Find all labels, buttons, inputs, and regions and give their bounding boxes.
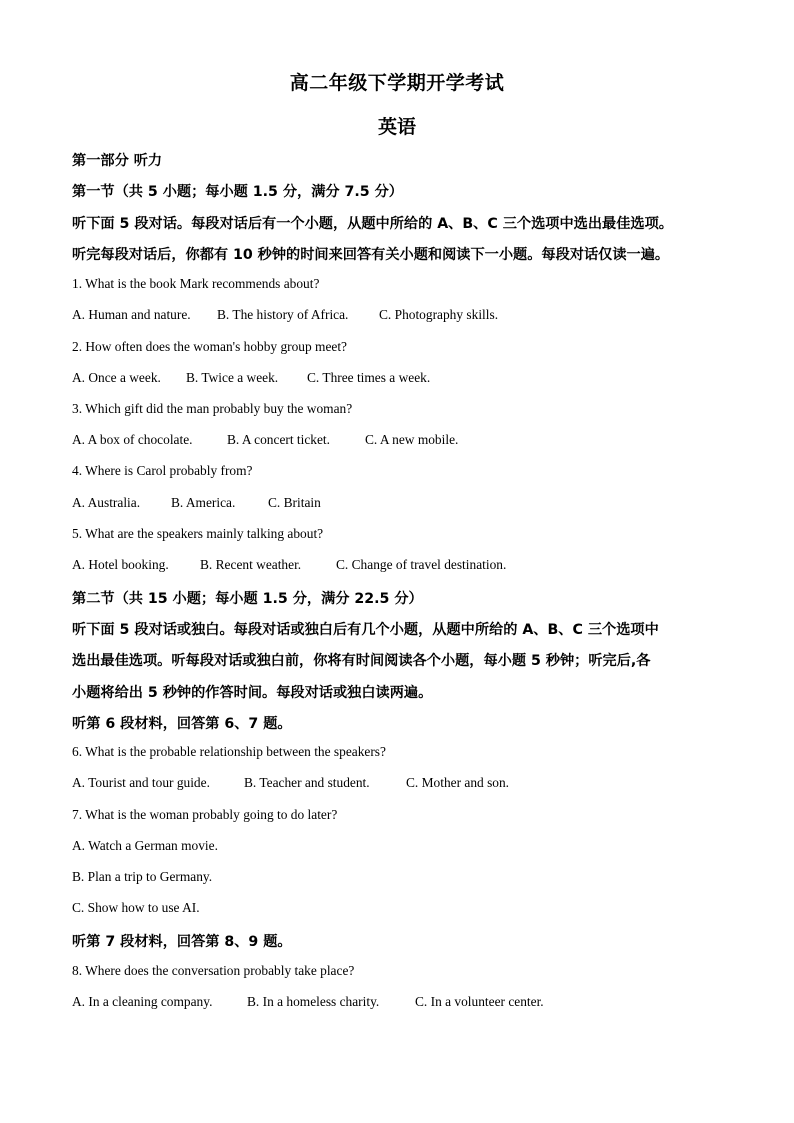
option-c: C. Britain [268, 495, 321, 510]
question-7-option-b: B. Plan a trip to Germany. [72, 869, 213, 884]
material-6-heading: 听第 6 段材料，回答第 6、7 题。 [72, 716, 292, 732]
section1-heading: 第一节（共 5 小题；每小题 1.5 分，满分 7.5 分） [72, 184, 403, 200]
option-a: A. In a cleaning company. [72, 994, 213, 1009]
option-a: A. Tourist and tour guide. [72, 775, 210, 790]
material-7-heading: 听第 7 段材料，回答第 8、9 题。 [72, 934, 292, 950]
section1-instructions-line1: 听下面 5 段对话。每段对话后有一个小题，从题中所给的 A、B、C 三个选项中选出最佳选项。 [72, 216, 673, 232]
option-a: A. Human and nature. [72, 307, 191, 322]
option-a: A. Once a week. [72, 370, 161, 385]
option-b: B. A concert ticket. [227, 432, 331, 447]
option-c: C. Mother and son. [406, 775, 510, 790]
question-8-options [72, 994, 544, 1010]
question-2-options [72, 370, 430, 386]
question-1-options [72, 307, 498, 323]
section2-instructions-line2: 选出最佳选项。听每段对话或独白前，你将有时间阅读各个小题，每小题 5 秒钟；听完后,各 [72, 653, 651, 669]
question-5-options [72, 557, 506, 573]
option-b: B. In a homeless charity. [247, 994, 380, 1009]
option-b: B. Twice a week. [186, 370, 279, 385]
question-7-stem: 7. What is the woman probably going to do later? [72, 807, 338, 822]
option-c: C. Photography skills. [379, 307, 499, 322]
question-7-option-c: C. Show how to use AI. [72, 900, 200, 915]
option-a: A. Australia. [72, 495, 141, 510]
option-a: A. Hotel booking. [72, 557, 169, 572]
option-c: C. Three times a week. [307, 370, 431, 385]
option-c: C. In a volunteer center. [415, 994, 544, 1009]
subject-title: 英语 [377, 116, 416, 138]
question-6-options [72, 775, 509, 791]
section1-instructions-line2: 听完每段对话后，你都有 10 秒钟的时间来回答有关小题和阅读下一小题。每段对话仅读一遍。 [72, 247, 670, 263]
question-3-stem: 3. Which gift did the man probably buy the woman? [72, 401, 353, 416]
question-4-options [72, 495, 321, 511]
question-2-stem: 2. How often does the woman's hobby group meet? [72, 339, 348, 354]
question-6-stem: 6. What is the probable relationship between the speakers? [72, 744, 386, 759]
question-8-stem: 8. Where does the conversation probably take place? [72, 963, 355, 978]
section2-heading: 第二节（共 15 小题；每小题 1.5 分，满分 22.5 分） [72, 591, 423, 607]
option-c: C. Change of travel destination. [336, 557, 507, 572]
option-a: A. A box of chocolate. [72, 432, 193, 447]
option-b: B. The history of Africa. [217, 307, 349, 322]
option-b: B. Recent weather. [200, 557, 302, 572]
question-7-option-a: A. Watch a German movie. [72, 838, 218, 853]
question-5-stem: 5. What are the speakers mainly talking about? [72, 526, 324, 541]
option-c: C. A new mobile. [365, 432, 459, 447]
question-4-stem: 4. Where is Carol probably from? [72, 463, 253, 478]
option-b: B. Teacher and student. [244, 775, 370, 790]
question-1-stem: 1. What is the book Mark recommends about? [72, 276, 320, 291]
option-b: B. America. [171, 495, 236, 510]
question-3-options [72, 432, 458, 448]
section2-instructions-line3: 小题将给出 5 秒钟的作答时间。每段对话或独白读两遍。 [72, 685, 433, 701]
exam-title: 高二年级下学期开学考试 [289, 72, 505, 94]
section2-instructions-line1: 听下面 5 段对话或独白。每段对话或独白后有几个小题，从题中所给的 A、B、C 三个选项中 [72, 622, 659, 638]
part1-heading: 第一部分 听力 [72, 153, 163, 169]
